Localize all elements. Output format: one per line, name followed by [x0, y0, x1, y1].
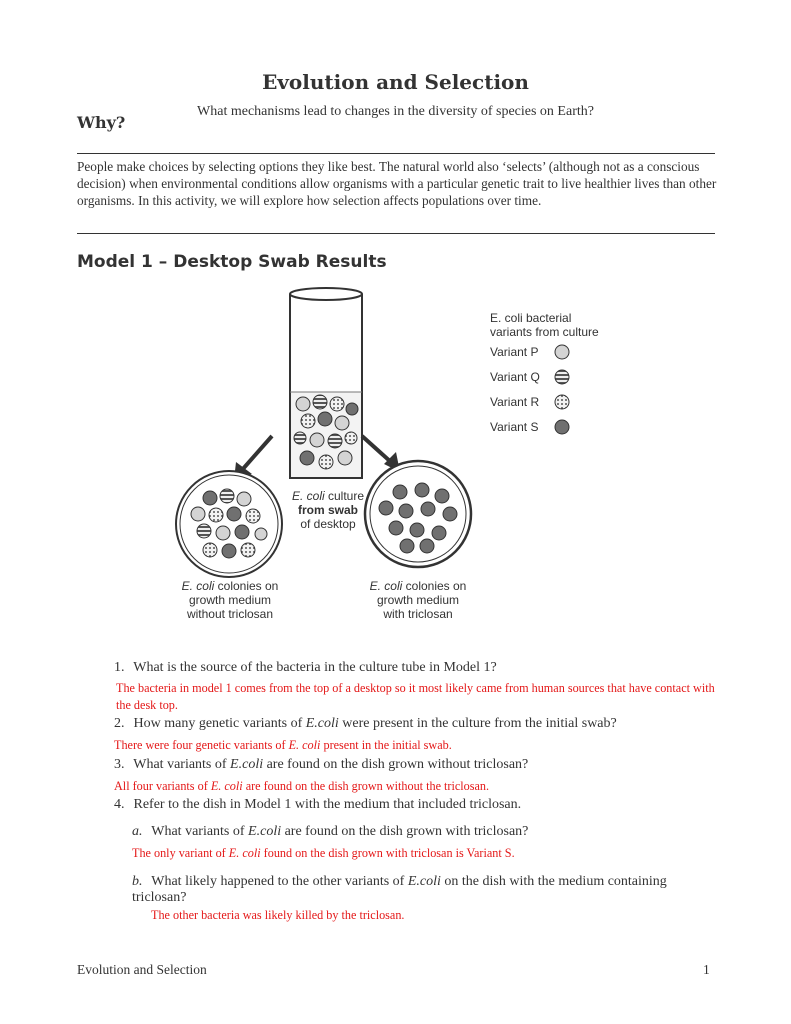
intro-paragraph: People make choices by selecting options they like best. The natural world also ‘selects’ (although not as a conscious decision) when environmental conditions allow organisms with a particular genetic trait to live healthier lives than other organisms. In this activity, we will explore how selection affects populations over time. [77, 159, 717, 208]
divider [77, 153, 715, 154]
bacteria-p [335, 416, 349, 430]
variant-q-swatch [555, 370, 569, 384]
tube-label-line1: E. coli culture [291, 489, 365, 503]
bacteria-p [296, 397, 310, 411]
bacteria-s [300, 451, 314, 465]
legend-variant-s: Variant S [490, 420, 539, 434]
bacteria-s [346, 403, 358, 415]
bacteria-r [319, 455, 333, 469]
right-dish-label-line1: E. coli colonies on [369, 579, 467, 593]
right-dish-label-line3: with triclosan [383, 607, 453, 621]
legend-variant-p: Variant P [490, 345, 539, 359]
page-number: 1 [703, 962, 710, 977]
legend-variant-r: Variant R [490, 395, 540, 409]
left-dish-label-line3: without triclosan [186, 607, 274, 621]
model-heading: Model 1 – Desktop Swab Results [77, 252, 387, 272]
question-4: 4. Refer to the dish in Model 1 with the medium that included triclosan. [114, 797, 522, 812]
tube-label-line2: from swab [297, 503, 359, 517]
variant-p-swatch [555, 345, 569, 359]
question-4a: a. What variants of E.coli are found on the dish grown with triclosan? [132, 824, 529, 839]
bacteria-p [310, 433, 324, 447]
left-dish-label-line1: E. coli colonies on [181, 579, 279, 593]
variant-r-swatch [555, 395, 569, 409]
legend-variant-q: Variant Q [490, 370, 540, 384]
bacteria-q [313, 395, 327, 409]
answer-2: There were four genetic variants of E. coli present in the initial swab. [114, 738, 452, 752]
bacteria-q [294, 432, 306, 444]
answer-3: All four variants of E. coli are found on the dish grown without the triclosan. [114, 779, 490, 793]
dish-without-triclosan [176, 471, 282, 577]
left-dish-label-line2: growth medium [188, 593, 272, 607]
bacteria-p [338, 451, 352, 465]
bacteria-r [345, 432, 357, 444]
bacteria-r [330, 397, 344, 411]
culture-tube [290, 288, 362, 478]
footer-title: Evolution and Selection [77, 962, 207, 977]
divider [77, 233, 715, 234]
bacteria-r [301, 414, 315, 428]
model-figure [160, 278, 640, 638]
answer-1: The bacteria in model 1 comes from the top of a desktop so it most likely came from human sources that have contact with the desk top. [116, 681, 715, 712]
variant-s-swatch [555, 420, 569, 434]
question-3: 3. What variants of E.coli are found on the dish grown without triclosan? [114, 757, 529, 772]
legend-title-line2: variants from culture [490, 325, 599, 339]
dish-with-triclosan [365, 461, 471, 567]
page-title: Evolution and Selection [262, 70, 529, 94]
tube-label-line3: of desktop [300, 517, 356, 531]
variant-legend [490, 311, 599, 434]
answer-4b: The other bacteria was likely killed by the triclosan. [151, 908, 405, 922]
page-subtitle: What mechanisms lead to changes in the diversity of species on Earth? [197, 104, 594, 119]
why-heading: Why? [77, 113, 126, 132]
answer-4a: The only variant of E. coli found on the dish grown with triclosan is Variant S. [132, 846, 515, 860]
question-2: 2. How many genetic variants of E.coli were present in the culture from the initial swab? [114, 716, 617, 731]
bacteria-q [328, 434, 342, 448]
bacteria-s [318, 412, 332, 426]
right-dish-label-line2: growth medium [376, 593, 460, 607]
question-4b: b. What likely happened to the other variants of E.coli on the dish with the medium containing triclosan? [132, 874, 667, 905]
question-1: 1. What is the source of the bacteria in the culture tube in Model 1? [114, 660, 497, 675]
legend-title-line1: E. coli bacterial [490, 311, 572, 325]
